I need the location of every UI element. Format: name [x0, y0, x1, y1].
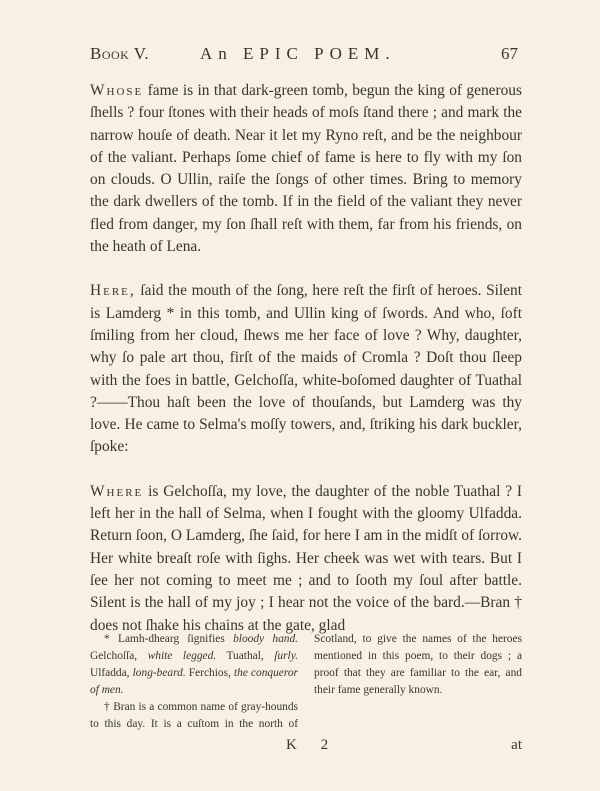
footnote-1-part: Ulfadda, — [90, 667, 133, 679]
footnote-1-italic: the conqueror of men. — [90, 667, 298, 696]
footnote-1-part: Tuathal, — [216, 650, 275, 662]
footnote-2: † Bran is a common name of gray-hounds to this day. It is a cuſtom in the north of Scotland, to give the names of the heroes mentioned in this poem, to their dogs ; a proof that they are familiar to the ear, and their fame generally known. — [90, 633, 522, 730]
footnote-1-part: Gelchoſſa, — [90, 650, 148, 662]
paragraph-3 — [90, 481, 522, 637]
running-header — [90, 44, 518, 68]
footnotes — [90, 631, 522, 733]
paragraph-3-lead: Where — [90, 482, 144, 500]
footnote-1-italic: white legged. — [147, 650, 217, 662]
footnote-1-part: * Lamh-dhearg ſignifies — [104, 633, 234, 645]
paragraph-2 — [90, 280, 522, 458]
footnote-1-part: Ferchios, — [185, 667, 234, 679]
footnote-1-italic: bloody hand. — [233, 633, 299, 645]
paragraph-2-lead: Here, — [90, 282, 136, 300]
paragraph-2-text: ſaid the mouth of the ſong, here reſt the firſt of heroes. Silent is Lamderg * in this tomb, and Ullin king of ſwords. And who, ſoft ſmiling from her cloud, ſhews me her face of love ? Why, daughter, why ſo pale art thou, firſt of the maids of Cromla ? Doſt thou ſleep with the foes in battle, Gelchoſſa, white-boſomed daughter of Tuathal ?——Thou haſt been the love of thouſands, but Lamderg was thy love. He came to Selma's moſſy towers, and, ſtriking his dark buckler, ſpoke: — [90, 282, 522, 456]
paragraph-1 — [90, 80, 522, 258]
paragraph-3-text: is Gelchoſſa, my love, the daughter of the noble Tuathal ? I left her in the hall of Selma, when I fought with the gloomy Ulfadda. Return ſoon, O Lamderg, ſhe ſaid, for here I am in the midſt of ſorrow. Her white breaſt roſe with ſighs. Her cheek was wet with tears. But I ſee her not coming to meet me ; and to ſooth my ſoul after battle. Silent is the hall of my joy ; I hear not the voice of the bard.—Bran † does not ſhake his chains at the gate, glad — [90, 482, 522, 634]
signature-mark: K 2 — [286, 737, 339, 753]
main-text — [90, 80, 522, 659]
catchword: at — [511, 737, 522, 753]
paragraph-1-lead: Whose — [90, 82, 144, 99]
paragraph-1-text: fame is in that dark-green tomb, begun the king of generous ſhells ? four ſtones with their heads of moſs ſtand there ; and mark the narrow houſe of death. Near it let my Ryno reſt, and be the neighbour of the valiant. Perhaps ſome chief of fame is here to fly with my ſon on clouds. O Ullin, raiſe the ſongs of other times. Bring to memory the dark dwellers of the tomb. If in the field of the valiant they never fled from danger, my ſon ſhall reſt with them, far from his friends, on the heath of Lena. — [90, 82, 522, 256]
footnote-1 — [90, 631, 298, 699]
book-label: Book V. — [90, 44, 150, 63]
footnote-1-italic: long-beard. — [132, 667, 186, 679]
running-title: An EPIC POEM. — [200, 44, 396, 63]
footnote-1-italic: ſurly. — [274, 650, 298, 662]
page-footer — [90, 737, 522, 757]
page-number: 67 — [501, 44, 518, 63]
